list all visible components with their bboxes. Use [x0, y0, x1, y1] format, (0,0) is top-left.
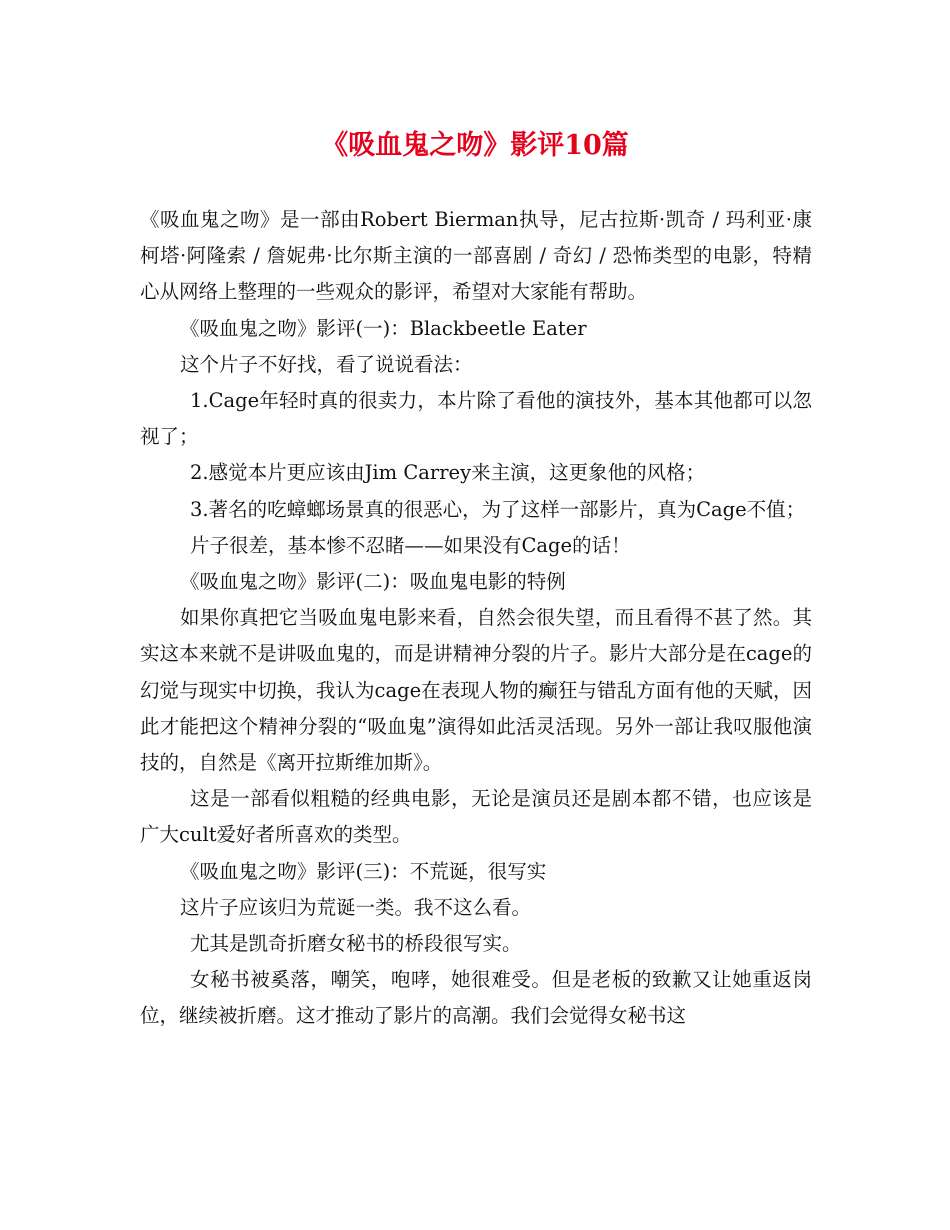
paragraph: 女秘书被奚落，嘲笑，咆哮，她很难受。但是老板的致歉又让她重返岗位，继续被折磨。这才推动了影片的高潮。我们会觉得女秘书这	[140, 968, 812, 1028]
review-heading-1: 《吸血鬼之吻》影评(一)：Blackbeetle Eater	[180, 316, 587, 340]
paragraph: 如果你真把它当吸血鬼电影来看，自然会很失望，而且看得不甚了然。其实这本来就不是讲吸血鬼的，而是讲精神分裂的片子。影片大部分是在cage的幻觉与现实中切换，我认为cage在表现人物的癫狂与错乱方面有他的天赋，因此才能把这个精神分裂的“吸血鬼”演得如此活灵活现。另外一部让我叹服他演技的，自然是《离开拉斯维加斯》。	[140, 606, 812, 775]
document-title: 《吸血鬼之吻》影评10篇	[321, 130, 629, 161]
paragraph: 尤其是凯奇折磨女秘书的桥段很写实。	[190, 932, 522, 956]
review-heading-3: 《吸血鬼之吻》影评(三)：不荒诞，很写实	[180, 859, 547, 883]
paragraph: 片子很差，基本惨不忍睹——如果没有Cage的话！	[190, 533, 631, 557]
list-item: 1.Cage年轻时真的很卖力，本片除了看他的演技外，基本其他都可以忽视了；	[140, 389, 812, 449]
paragraph: 这片子应该归为荒诞一类。我不这么看。	[180, 895, 532, 919]
paragraph: 这个片子不好找，看了说说看法：	[180, 352, 473, 376]
document-body	[140, 202, 812, 1035]
list-item: 2.感觉本片更应该由Jim Carrey来主演，这更象他的风格；	[190, 461, 706, 485]
intro-paragraph: 《吸血鬼之吻》是一部由Robert Bierman执导，尼古拉斯·凯奇 / 玛利亚·康柯塔·阿隆索 / 詹妮弗·比尔斯主演的一部喜剧 / 奇幻 / 恐怖类型的电影，特精心从网络上整理的一些观众的影评，希望对大家能有帮助。	[140, 208, 812, 304]
paragraph: 这是一部看似粗糙的经典电影，无论是演员还是剧本都不错，也应该是广大cult爱好者所喜欢的类型。	[140, 787, 812, 847]
list-item: 3.著名的吃蟑螂场景真的很恶心，为了这样一部影片，真为Cage不值；	[190, 497, 806, 521]
review-heading-2: 《吸血鬼之吻》影评(二)：吸血鬼电影的特例	[180, 570, 566, 594]
